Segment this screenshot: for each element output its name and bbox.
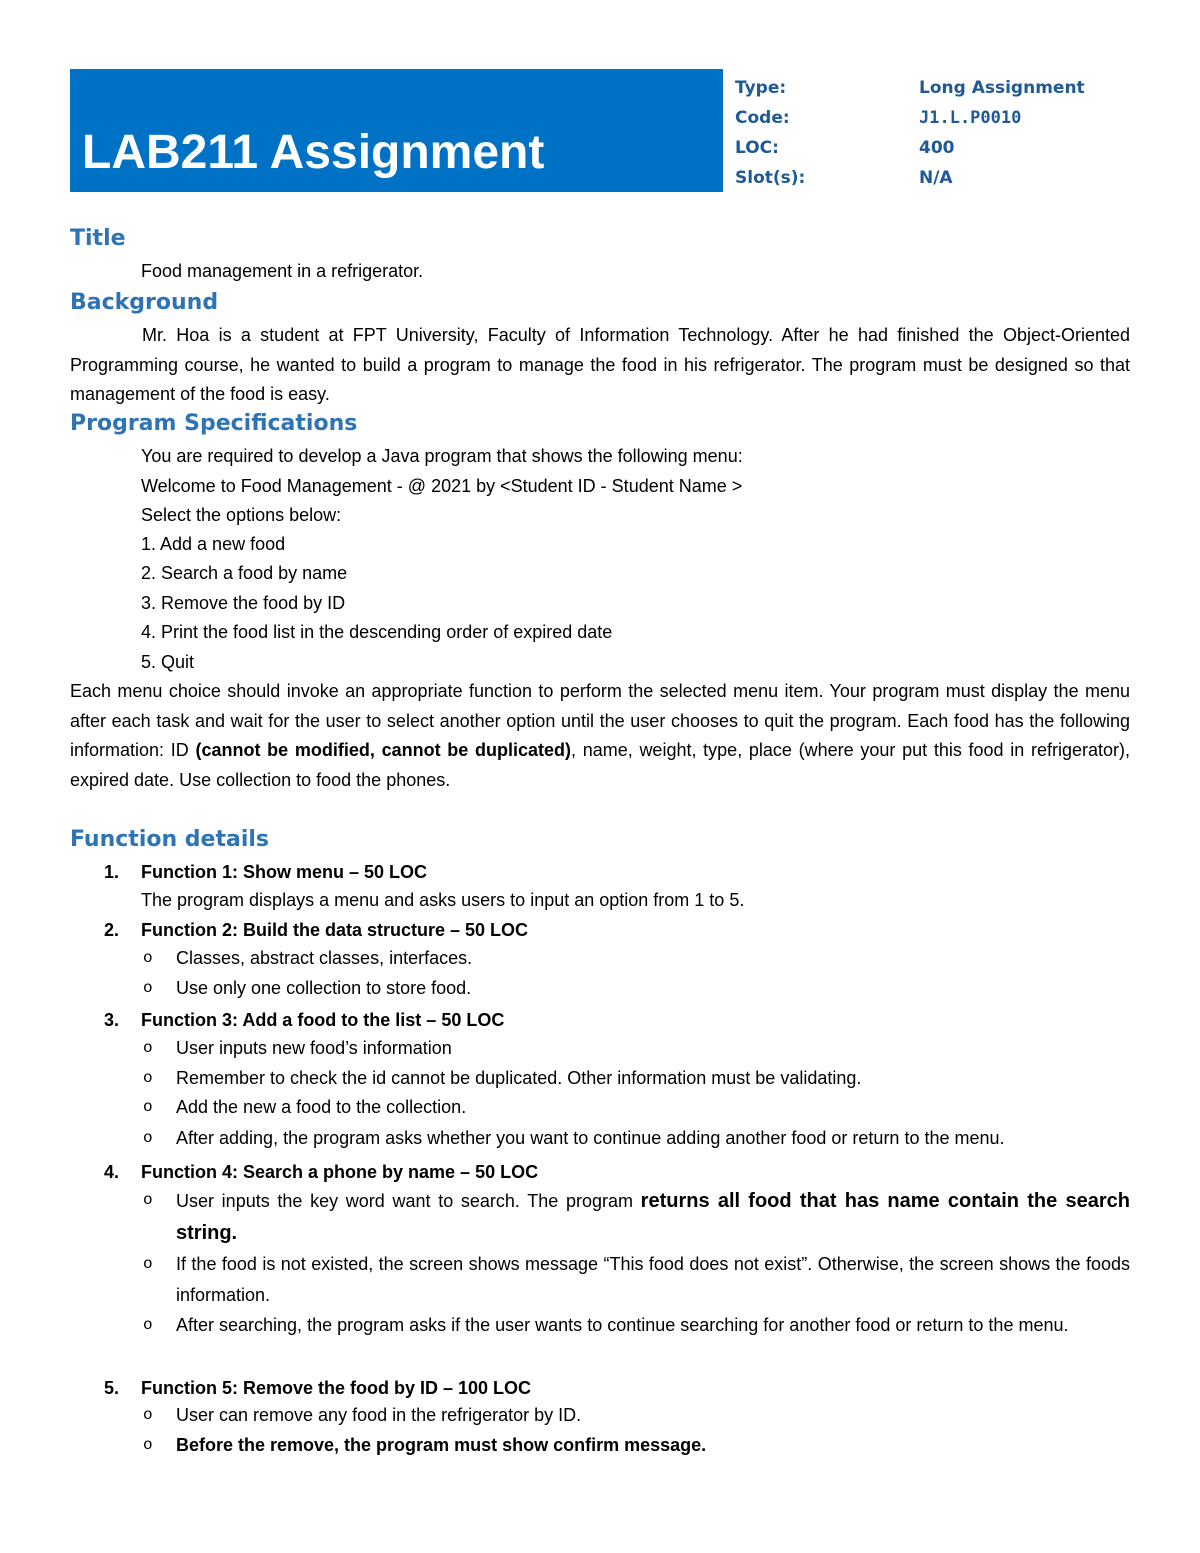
menu-item: 3. Remove the food by ID [141,593,346,613]
bullet-icon: o [143,1098,153,1116]
function-description: The program displays a menu and asks users to input an option from 1 to 5. [141,890,745,910]
bullet-text [176,1185,1130,1249]
bullet-icon: o [143,949,153,967]
spec-line: Welcome to Food Management - @ 2021 by <Student ID - Student Name > [141,476,743,496]
spec-paragraph-text: , name, weight, type, place (where your put this food in refrigerator), expired date. Use collection to food the phones. [70,740,1131,790]
meta-value: 400 [919,138,955,158]
menu-item: 1. Add a new food [141,534,286,554]
meta-label: Slot(s): [735,168,806,188]
bullet-icon: o [143,979,153,997]
bullet-icon: o [143,1191,153,1209]
spec-line: Select the options below: [141,505,342,525]
function-title: Function 2: Build the data structure – 50 LOC [141,920,529,940]
function-number: 2. [104,920,120,940]
menu-item: 5. Quit [141,652,195,672]
background-paragraph [70,321,1130,410]
background-text: Mr. Hoa is a student at FPT University, Faculty of Information Technology. After he had finished the Object-Oriented Programming course, he wanted to build a program to manage the food in his refrigerator. The program must be designed so that management of the food is easy. [70,325,1130,404]
bullet-text-plain: User inputs the key word want to search. The program [176,1191,641,1211]
heading-title: Title [70,226,126,251]
meta-value: N/A [919,168,953,188]
document-title: LAB211 Assignment [82,126,545,179]
title-text: Food management in a refrigerator. [141,261,424,281]
bullet-icon: o [143,1255,153,1273]
bullet-text: After searching, the program asks if the user wants to continue searching for another food or return to the menu. [176,1315,1069,1335]
bullet-text-emphasis: returns all food that has name contain the search string. [176,1190,1130,1244]
meta-row-slots [735,164,1175,194]
bullet-text: After adding, the program asks whether you want to continue adding another food or return to the menu. [176,1128,1005,1148]
bullet-text: Remember to check the id cannot be duplicated. Other information must be validating. [176,1068,862,1088]
bullet-text: User can remove any food in the refrigerator by ID. [176,1405,582,1425]
bullet-text: Before the remove, the program must show confirm message. [176,1435,707,1455]
heading-program-specifications: Program Specifications [70,411,358,436]
function-number: 3. [104,1010,120,1030]
menu-item: 4. Print the food list in the descending order of expired date [141,622,613,642]
meta-row-type [735,74,1175,104]
function-title: Function 4: Search a phone by name – 50 LOC [141,1162,539,1182]
bullet-text: Use only one collection to store food. [176,978,472,998]
bullet-text: Add the new a food to the collection. [176,1097,467,1117]
bullet-icon: o [143,1039,153,1057]
bullet-icon: o [143,1436,153,1454]
meta-value: Long Assignment [919,78,1085,98]
menu-item: 2. Search a food by name [141,563,348,583]
meta-label: Type: [735,78,787,98]
title-banner [70,69,723,192]
meta-value: J1.L.P0010 [919,108,1022,128]
function-number: 1. [104,862,120,882]
bullet-text: User inputs new food’s information [176,1038,452,1058]
function-title: Function 1: Show menu – 50 LOC [141,862,428,882]
meta-label: Code: [735,108,790,128]
function-number: 5. [104,1378,120,1398]
function-title: Function 3: Add a food to the list – 50 LOC [141,1010,505,1030]
bullet-icon: o [143,1069,153,1087]
bullet-icon: o [143,1406,153,1424]
bullet-icon: o [143,1316,153,1334]
bullet-text: Classes, abstract classes, interfaces. [176,948,473,968]
function-title: Function 5: Remove the food by ID – 100 LOC [141,1378,532,1398]
spec-line: You are required to develop a Java program that shows the following menu: [141,446,743,466]
meta-row-code [735,104,1175,134]
heading-background: Background [70,290,219,315]
bullet-icon: o [143,1129,153,1147]
heading-function-details: Function details [70,827,269,852]
meta-row-loc [735,134,1175,164]
bullet-text: If the food is not existed, the screen shows message “This food does not exist”. Otherwise, the screen shows the foods information. [176,1254,1130,1305]
spec-paragraph [70,677,1130,795]
assignment-meta [735,74,1175,194]
function-number: 4. [104,1162,120,1182]
spec-paragraph-text: Each menu choice should invoke an appropriate function to perform the selected menu item. Your program must display the menu after each task and wait for the user to select another option until the user chooses to quit the program. Each food has the following information: ID [70,681,1130,760]
meta-label: LOC: [735,138,779,158]
spec-paragraph-bold: (cannot be modified, cannot be duplicated) [195,740,571,760]
